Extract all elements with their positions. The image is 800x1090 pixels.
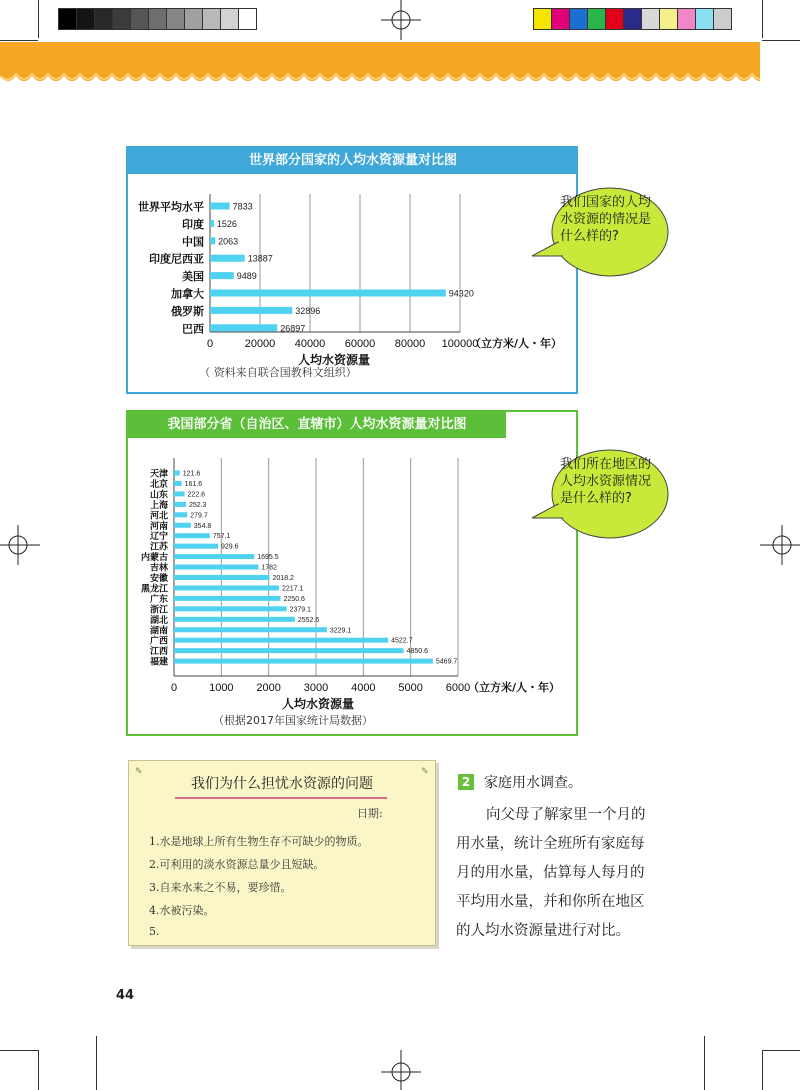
color-swatch [533,8,552,30]
activity-line: 用水量，统计全班所有家庭每 [456,836,645,852]
data-label: 9489 [236,271,257,282]
crop-mark [0,40,38,41]
data-label: 5469.7 [435,658,458,666]
note-item: 1.水是地球上所有生物生存不可缺少的物质。 [149,835,369,848]
data-label: 94320 [448,288,474,299]
gray-swatch [94,8,113,30]
data-bar [210,237,215,244]
x-tick-label: 5000 [398,682,423,694]
category-label: 辽宁 [149,532,168,543]
registration-target-icon [381,1050,421,1090]
data-label: 2217.1 [281,585,304,593]
chart2-title: 我国部分省（自治区、直辖市）人均水资源量对比图 [128,412,506,438]
x-tick-label: 2000 [256,682,281,694]
data-bar [174,659,433,664]
activity-line: 向父母了解家里一个月的 [486,807,646,823]
registration-target-icon [760,525,800,565]
category-label: 广东 [149,594,168,605]
note-item: 5. [149,925,160,938]
data-bar [210,324,277,331]
category-label: 世界平均水平 [138,200,204,214]
gray-swatch [130,8,149,30]
data-bar [210,203,230,210]
data-label: 3229.1 [329,627,352,635]
unit-label: （立方米/人・年） [468,681,561,694]
color-swatch [569,8,588,30]
data-label: 13887 [247,253,273,264]
data-label: 1526 [216,218,237,229]
category-label: 山东 [149,490,168,501]
data-bar [174,575,270,580]
data-bar [210,307,292,314]
registration-target-icon [381,0,421,40]
data-label: 4850.6 [406,648,429,656]
data-bar [210,272,234,279]
x-tick-label: 0 [170,682,178,694]
gray-swatch [76,8,95,30]
crop-mark [762,1050,763,1090]
data-label: 222.6 [187,491,206,499]
color-swatch [623,8,642,30]
category-label: 河北 [149,511,168,522]
crop-mark [762,1050,800,1051]
x-tick-label: 6000 [445,682,471,694]
gray-swatch [166,8,185,30]
category-label: 中国 [182,235,204,249]
note-item: 3.自来水来之不易，要珍惜。 [149,881,292,894]
data-bar [174,544,218,549]
gray-registration-bar [58,8,256,30]
color-swatch [713,8,732,30]
gray-swatch [184,8,203,30]
bubble2-line: 我们所在地区的 [560,457,652,472]
color-swatch [551,8,570,30]
data-bar [174,606,287,611]
data-bar [174,638,388,643]
data-bar [210,220,214,227]
note-item: 2.可利用的淡水资源总量少且短缺。 [149,858,325,871]
category-label: 俄罗斯 [171,304,204,318]
data-bar [174,491,185,496]
crop-mark [96,1036,97,1090]
gray-swatch [112,8,131,30]
gray-swatch [220,8,239,30]
category-label: 天津 [149,469,168,480]
color-swatch [605,8,624,30]
data-label: 26897 [280,323,306,334]
color-swatch [641,8,660,30]
data-label: 757.1 [212,533,231,541]
data-label: 121.6 [182,470,201,478]
data-bar [210,290,446,297]
data-label: 252.3 [188,501,207,509]
category-label: 湖南 [149,626,168,637]
category-label: 湖北 [149,615,168,626]
crop-mark [38,0,39,38]
category-label: 巴西 [182,322,204,336]
crop-mark [762,40,800,41]
color-swatch [677,8,696,30]
gray-swatch [202,8,221,30]
data-bar [174,481,182,486]
data-bar [174,471,180,476]
bubble2-line: 人均水资源情况 [560,474,652,489]
world-water-bar-chart-svg [128,148,578,394]
note-title: 我们为什么担忧水资源的问题 [191,776,373,792]
data-label: 1782 [261,564,277,572]
data-bar [174,617,295,622]
bubble1-line: 什么样的? [560,229,619,244]
x-tick-label: 20000 [244,338,276,350]
x-tick-label: 4000 [351,682,376,694]
gray-swatch [238,8,257,30]
category-label: 吉林 [149,563,168,574]
activity-paragraph [456,801,674,946]
activity-number-badge: 2 [458,774,474,790]
data-label: 279.7 [190,512,208,520]
data-label: 2018.2 [272,575,294,582]
note-item: 4.水被污染。 [149,904,215,917]
data-label: 354.8 [193,522,212,530]
data-bar [174,533,210,538]
worry-note-card [128,760,436,946]
chart1-source: （ 资料来自联合国教科文组织） [199,366,357,379]
x-tick-label: 100000 [441,338,479,350]
x-tick-label: 0 [206,338,214,350]
orange-header-band [0,42,760,84]
chart1-title: 世界部分国家的人均水资源量对比图 [128,148,578,174]
data-label: 2552.6 [297,616,320,624]
data-bar [174,565,258,570]
category-label: 福建 [149,657,168,668]
category-label: 内蒙古 [140,553,168,564]
data-label: 1695.5 [257,554,279,562]
registration-target-icon [0,525,40,565]
data-label: 4522.7 [391,637,413,645]
x-axis-title: 人均水资源量 [281,697,355,711]
data-label: 161.6 [184,480,203,488]
category-label: 上海 [149,500,168,511]
color-swatch [659,8,678,30]
data-label: 2250.6 [283,595,305,603]
note-date-label: 日期: [357,807,383,820]
crop-mark [704,1036,705,1090]
world-water-chart-panel [126,146,578,394]
data-bar [174,523,191,528]
category-label: 加拿大 [171,287,204,301]
question-bubble-2 [528,444,672,550]
color-registration-bar [533,8,731,30]
data-bar [174,627,327,632]
bubble1-line: 水资源的情况是 [560,212,652,227]
data-bar [174,585,279,590]
x-tick-label: 40000 [294,338,326,350]
category-label: 浙江 [149,605,168,616]
gray-swatch [148,8,167,30]
category-label: 河南 [149,521,168,532]
activity-title: 家庭用水调查。 [484,775,582,791]
category-label: 安徽 [149,574,168,584]
activity-line: 月的用水量，估算每人每月的 [456,865,645,881]
data-bar [210,255,245,262]
note-title-underline [175,797,387,799]
gray-swatch [58,8,77,30]
x-tick-label: 60000 [344,338,376,350]
data-bar [174,596,281,601]
category-label: 广西 [149,636,168,647]
category-label: 北京 [149,479,168,490]
unit-label: （立方米/人・年） [470,337,563,350]
activity-line: 平均用水量，并和你所在地区 [456,894,645,910]
data-label: 32896 [295,305,321,316]
page-number: 44 [116,988,135,1003]
category-label: 印度尼西亚 [149,252,204,266]
category-label: 黑龙江 [140,584,168,595]
category-label: 美国 [182,270,204,284]
pin-icon: ✎ [421,767,429,777]
question-bubble-1 [528,180,672,286]
crop-mark [762,0,763,38]
province-water-bar-chart-svg [128,412,578,736]
data-label: 929.6 [221,543,239,551]
crop-mark [0,1050,38,1051]
data-bar [174,502,186,507]
x-axis-title: 人均水资源量 [297,353,371,367]
province-water-chart-panel [126,410,578,736]
color-swatch [587,8,606,30]
data-label: 2063 [218,236,239,247]
pin-icon: ✎ [135,767,143,777]
activity-line: 的人均水资源量进行对比。 [456,923,630,939]
chart2-source: （根据2017年国家统计局数据） [213,714,373,727]
data-bar [174,512,187,517]
category-label: 江苏 [149,542,168,553]
data-label: 7833 [232,201,253,212]
x-tick-label: 80000 [394,338,426,350]
bubble1-line: 我们国家的人均 [560,195,652,210]
crop-mark [38,1050,39,1090]
color-swatch [695,8,714,30]
data-bar [174,554,254,559]
data-label: 2379.1 [289,606,312,614]
data-bar [174,648,404,653]
x-tick-label: 3000 [303,682,329,694]
category-label: 印度 [182,217,204,231]
x-tick-label: 1000 [209,682,234,694]
bubble2-line: 是什么样的? [560,491,632,506]
category-label: 江西 [149,647,168,658]
